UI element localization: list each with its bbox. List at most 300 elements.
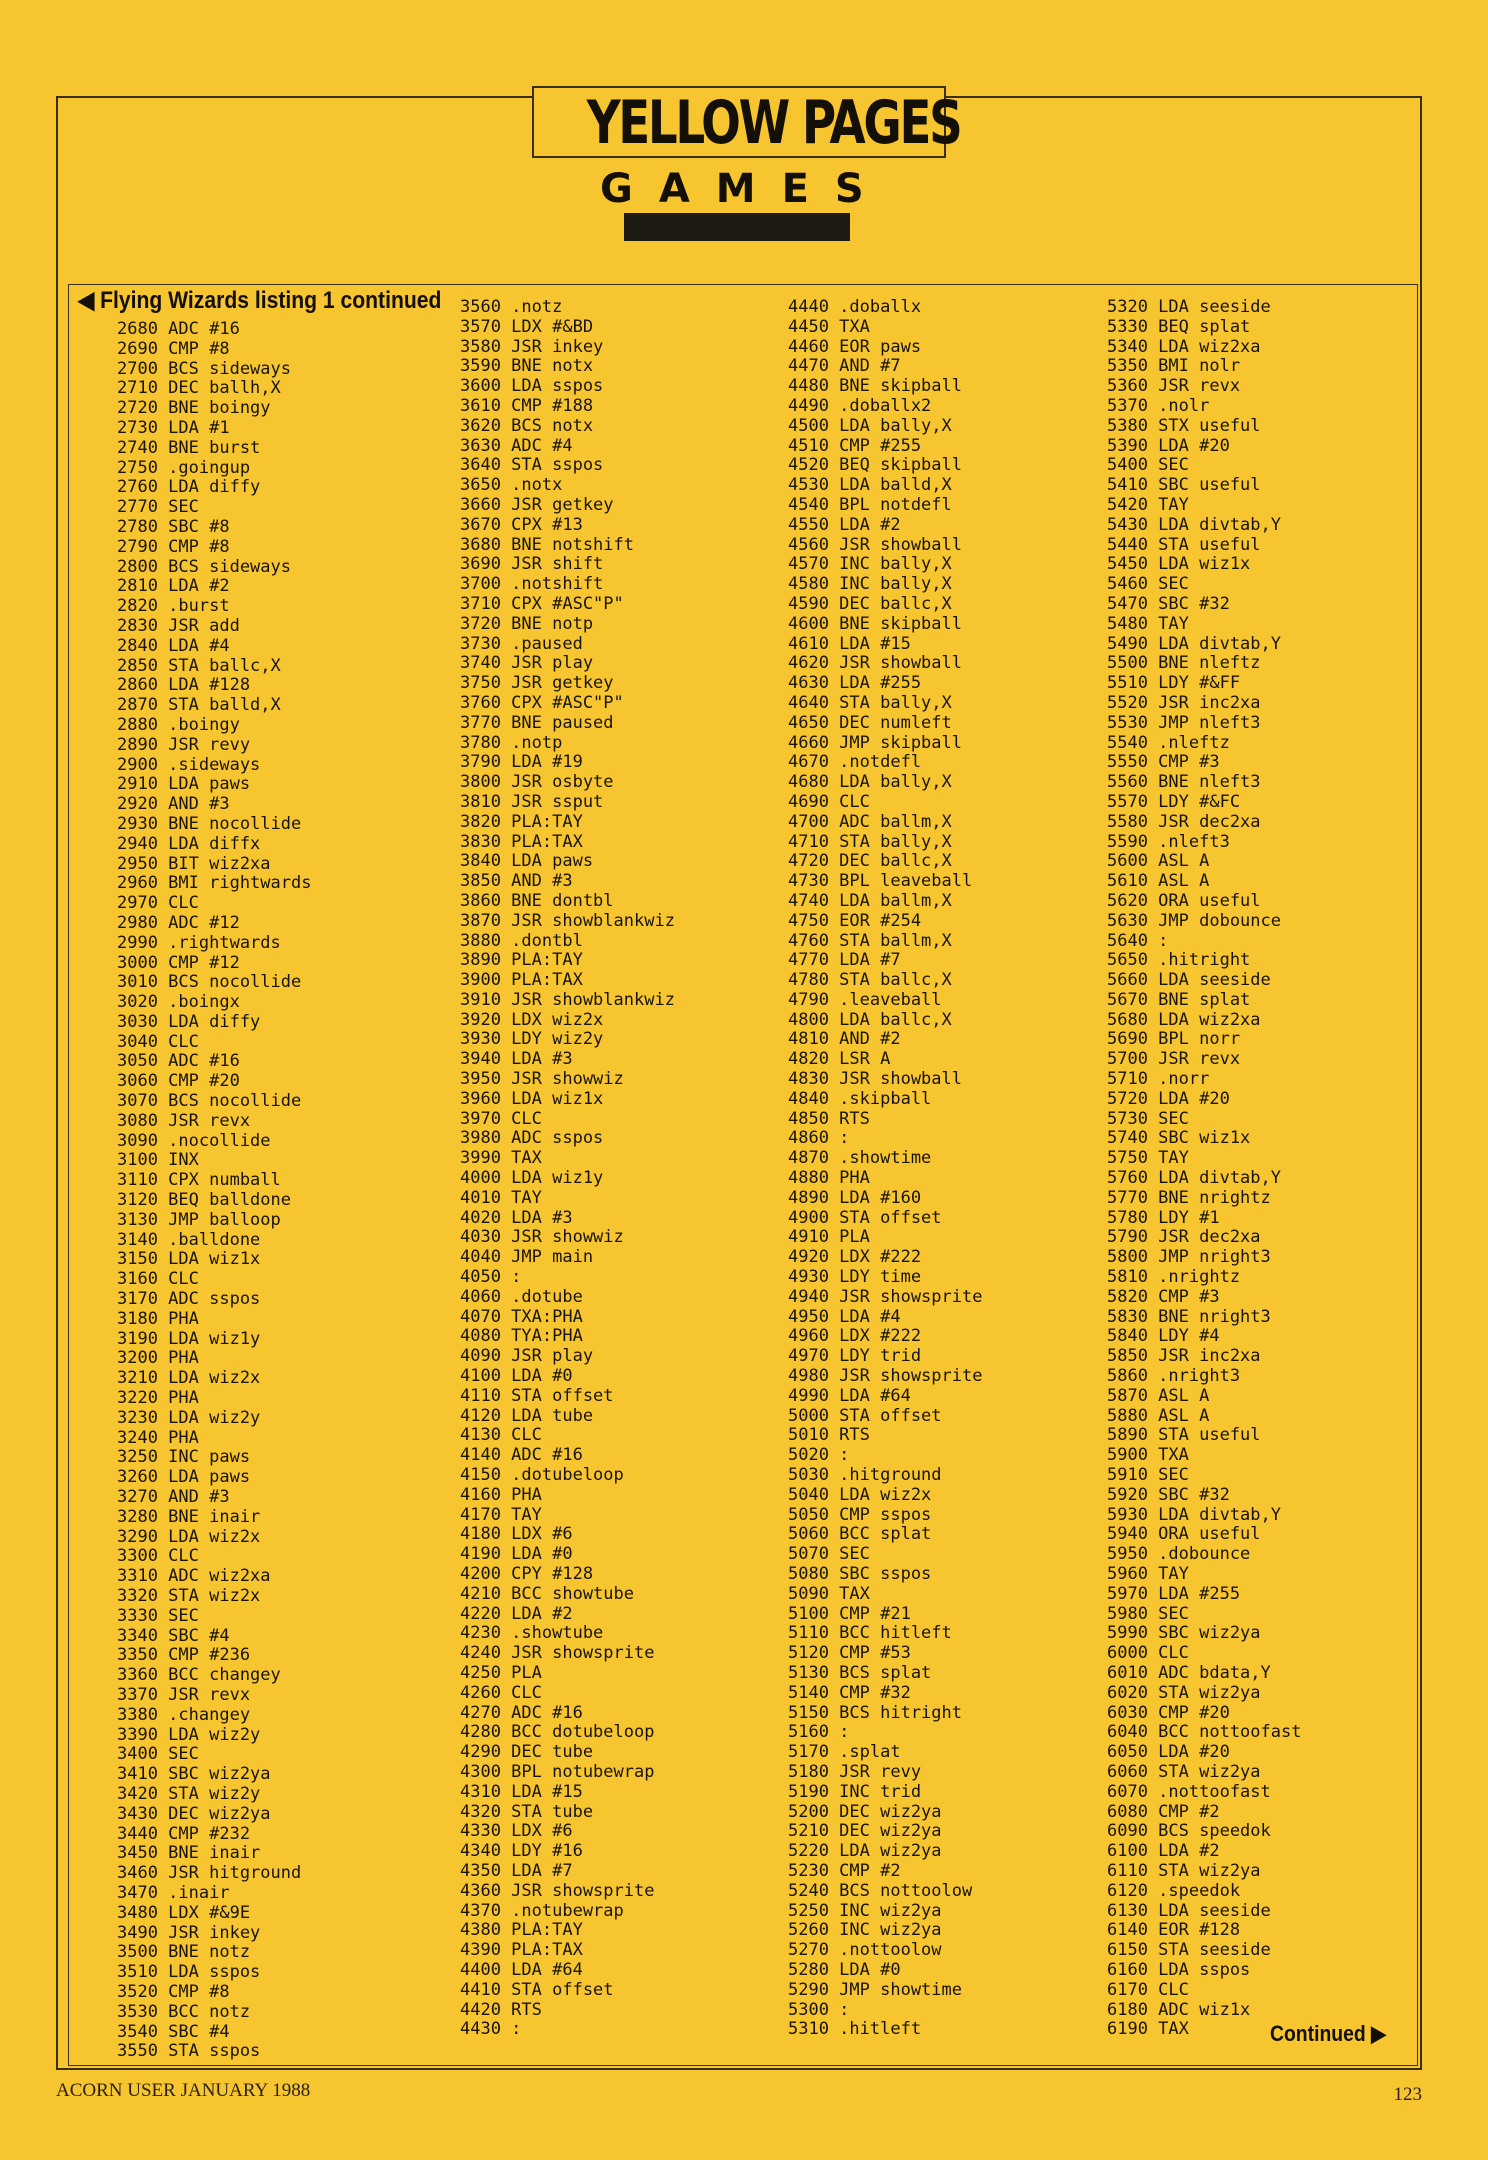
- code-line: 6080 CMP #2: [1107, 1801, 1220, 1822]
- code-line: 4480 BNE skipball: [788, 376, 962, 397]
- code-line: 3030 LDA diffy: [117, 1011, 261, 1032]
- code-line: 3990 TAX: [460, 1148, 542, 1169]
- section-label: GAMES: [600, 166, 890, 212]
- code-line: 5240 BCS nottoolow: [788, 1880, 973, 1901]
- code-line: 2790 CMP #8: [117, 536, 230, 557]
- code-line: 3900 PLA:TAX: [460, 970, 583, 991]
- code-line: 2730 LDA #1: [117, 417, 230, 438]
- code-line: 2710 DEC ballh,X: [117, 378, 281, 399]
- code-line: 3470 .inair: [117, 1882, 230, 1903]
- code-line: 5750 TAY: [1107, 1148, 1189, 1169]
- code-line: 5550 CMP #3: [1107, 752, 1220, 773]
- code-line: 5170 .splat: [788, 1742, 901, 1763]
- code-line: 6020 STA wiz2ya: [1107, 1682, 1261, 1703]
- code-line: 2990 .rightwards: [117, 932, 281, 953]
- code-line: 3100 INX: [117, 1150, 199, 1171]
- code-line: 5720 LDA #20: [1107, 1088, 1230, 1109]
- code-line: 4230 .showtube: [460, 1623, 604, 1644]
- code-line: 5680 LDA wiz2xa: [1107, 1009, 1261, 1030]
- listing-heading-text: Flying Wizards listing 1 continued: [100, 287, 442, 314]
- code-line: 4280 BCC dotubeloop: [460, 1722, 655, 1743]
- code-line: 4810 AND #2: [788, 1029, 901, 1050]
- code-line: 5380 STX useful: [1107, 415, 1261, 436]
- code-line: 6140 EOR #128: [1107, 1920, 1241, 1941]
- code-line: 4840 .skipball: [788, 1088, 932, 1109]
- code-line: 4880 PHA: [788, 1168, 870, 1189]
- code-line: 5830 BNE nright3: [1107, 1306, 1271, 1327]
- code-line: 2870 STA balld,X: [117, 695, 281, 716]
- footer-publication: ACORN USER JANUARY 1988: [56, 2080, 311, 2101]
- code-line: 4650 DEC numleft: [788, 712, 952, 733]
- code-line: 3080 JSR revx: [117, 1110, 251, 1131]
- code-line: 5910 SEC: [1107, 1465, 1189, 1486]
- code-line: 4620 JSR showball: [788, 653, 962, 674]
- code-line: 5090 TAX: [788, 1583, 870, 1604]
- code-line: 3600 LDA sspos: [460, 376, 604, 397]
- code-line: 5530 JMP nleft3: [1107, 712, 1261, 733]
- code-line: 4590 DEC ballc,X: [788, 593, 952, 614]
- code-line: 3060 CMP #20: [117, 1071, 240, 1092]
- code-line: 6150 STA seeside: [1107, 1940, 1271, 1961]
- code-line: 4900 STA offset: [788, 1207, 942, 1228]
- code-line: 3960 LDA wiz1x: [460, 1088, 604, 1109]
- code-line: 4750 EOR #254: [788, 910, 922, 931]
- code-line: 3150 LDA wiz1x: [117, 1249, 261, 1270]
- code-line: 3750 JSR getkey: [460, 673, 614, 694]
- code-line: 4820 LSR A: [788, 1049, 891, 1070]
- code-line: 4780 STA ballc,X: [788, 970, 952, 991]
- code-line: 4870 .showtime: [788, 1148, 932, 1169]
- code-line: 4260 CLC: [460, 1682, 542, 1703]
- code-line: 3520 CMP #8: [117, 1981, 230, 2002]
- code-line: 4530 LDA balld,X: [788, 475, 952, 496]
- code-line: 3450 BNE inair: [117, 1843, 261, 1864]
- code-line: 5120 CMP #53: [788, 1643, 911, 1664]
- code-line: 4970 LDY trid: [788, 1346, 922, 1367]
- code-line: 5600 ASL A: [1107, 851, 1210, 872]
- code-line: 5050 CMP sspos: [788, 1504, 932, 1525]
- code-line: 5860 .nright3: [1107, 1366, 1241, 1387]
- code-line: 3050 ADC #16: [117, 1051, 240, 1072]
- code-line: 3670 CPX #13: [460, 514, 583, 535]
- code-line: 3290 LDA wiz2x: [117, 1526, 261, 1547]
- code-line: 5760 LDA divtab,Y: [1107, 1168, 1281, 1189]
- code-line: 4730 BPL leaveball: [788, 871, 973, 892]
- code-line: 4660 JMP skipball: [788, 732, 962, 753]
- code-line: 4130 CLC: [460, 1425, 542, 1446]
- code-line: 2820 .burst: [117, 596, 230, 617]
- code-line: 3000 CMP #12: [117, 952, 240, 973]
- code-line: 5950 .dobounce: [1107, 1544, 1251, 1565]
- code-line: 3240 PHA: [117, 1427, 199, 1448]
- code-line: 4190 LDA #0: [460, 1544, 573, 1565]
- code-line: 5650 .hitright: [1107, 950, 1251, 971]
- code-line: 3890 PLA:TAY: [460, 950, 583, 971]
- code-line: 2850 STA ballc,X: [117, 655, 281, 676]
- code-line: 4310 LDA #15: [460, 1781, 583, 1802]
- code-line: 3140 .balldone: [117, 1229, 261, 1250]
- code-line: 4140 ADC #16: [460, 1445, 583, 1466]
- code-line: 5440 STA useful: [1107, 534, 1261, 555]
- code-line: 4760 STA ballm,X: [788, 930, 952, 951]
- code-line: 3160 CLC: [117, 1269, 199, 1290]
- code-line: 3680 BNE notshift: [460, 534, 634, 555]
- code-line: 5330 BEQ splat: [1107, 316, 1251, 337]
- code-line: 2810 LDA #2: [117, 576, 230, 597]
- code-line: 5320 LDA seeside: [1107, 297, 1271, 317]
- code-line: 5250 INC wiz2ya: [788, 1900, 942, 1921]
- code-line: 5010 RTS: [788, 1425, 870, 1446]
- code-line: 4060 .dotube: [460, 1286, 583, 1307]
- code-line: 3730 .paused: [460, 633, 583, 654]
- code-line: 3620 BCS notx: [460, 415, 594, 436]
- code-line: 3490 JSR inkey: [117, 1922, 261, 1943]
- code-line: 4690 CLC: [788, 791, 870, 812]
- code-line: 4400 LDA #64: [460, 1959, 583, 1980]
- code-line: 3360 BCC changey: [117, 1665, 281, 1686]
- code-line: 2910 LDA paws: [117, 774, 251, 795]
- code-line: 2970 CLC: [117, 893, 199, 914]
- code-line: 4950 LDA #4: [788, 1306, 901, 1327]
- code-line: 5540 .nleftz: [1107, 732, 1230, 753]
- code-line: 3550 STA sspos: [117, 2041, 261, 2062]
- code-line: 4790 .leaveball: [788, 989, 942, 1010]
- code-line: 6040 BCC nottoofast: [1107, 1722, 1302, 1743]
- code-line: 3430 DEC wiz2ya: [117, 1803, 271, 1824]
- code-line: 3350 CMP #236: [117, 1645, 251, 1666]
- code-line: 5060 BCC splat: [788, 1524, 932, 1545]
- code-line: 4470 AND #7: [788, 356, 901, 377]
- code-line: 6190 TAX: [1107, 2019, 1189, 2040]
- code-line: 5070 SEC: [788, 1544, 870, 1565]
- code-line: 6180 ADC wiz1x: [1107, 1999, 1251, 2020]
- code-line: 3530 BCC notz: [117, 2001, 251, 2022]
- code-line: 4700 ADC ballm,X: [788, 811, 952, 832]
- code-line: 5130 BCS splat: [788, 1662, 932, 1683]
- listing-heading: [78, 286, 441, 315]
- code-line: 3020 .boingx: [117, 992, 240, 1013]
- code-line: 3070 BCS nocollide: [117, 1091, 302, 1112]
- code-line: 3090 .nocollide: [117, 1130, 271, 1151]
- code-line: 4080 TYA:PHA: [460, 1326, 583, 1347]
- code-line: 5140 CMP #32: [788, 1682, 911, 1703]
- code-line: 3860 BNE dontbl: [460, 890, 614, 911]
- code-line: 3500 BNE notz: [117, 1942, 251, 1963]
- code-line: 4220 LDA #2: [460, 1603, 573, 1624]
- code-line: 5990 SBC wiz2ya: [1107, 1623, 1261, 1644]
- code-line: 4210 BCC showtube: [460, 1583, 634, 1604]
- code-line: 5400 SEC: [1107, 455, 1189, 476]
- code-line: 3720 BNE notp: [460, 613, 594, 634]
- code-line: 3210 LDA wiz2x: [117, 1368, 261, 1389]
- code-line: 5800 JMP nright3: [1107, 1247, 1271, 1268]
- code-line: 4850 RTS: [788, 1108, 870, 1129]
- masthead-title: YELLOW PAGES: [586, 88, 961, 158]
- code-line: 4410 STA offset: [460, 1979, 614, 2000]
- code-line: 3810 JSR ssput: [460, 791, 604, 812]
- code-line: 5080 SBC sspos: [788, 1564, 932, 1584]
- code-line: 4250 PLA: [460, 1662, 542, 1683]
- code-line: 2890 JSR revy: [117, 734, 251, 755]
- code-line: 3790 LDA #19: [460, 752, 583, 773]
- code-line: 4330 LDX #6: [460, 1821, 573, 1842]
- code-line: 4920 LDX #222: [788, 1247, 922, 1268]
- code-line: 4990 LDA #64: [788, 1385, 911, 1406]
- code-line: 4440 .doballx: [788, 297, 922, 317]
- code-line: 5640 :: [1107, 930, 1169, 951]
- code-line: 5710 .norr: [1107, 1069, 1210, 1090]
- code-line: 4150 .dotubeloop: [460, 1465, 624, 1486]
- code-line: 2800 BCS sideways: [117, 556, 291, 577]
- code-line: 2760 LDA diffy: [117, 477, 261, 498]
- code-line: 5410 SBC useful: [1107, 475, 1261, 496]
- code-line: 5850 JSR inc2xa: [1107, 1346, 1261, 1367]
- code-line: 4940 JSR showsprite: [788, 1286, 983, 1307]
- code-line: 5110 BCC hitleft: [788, 1623, 952, 1644]
- code-line: 5920 SBC #32: [1107, 1484, 1230, 1505]
- code-line: 3110 CPX numball: [117, 1170, 281, 1191]
- code-line: 3040 CLC: [117, 1031, 199, 1052]
- code-line: 4670 .notdefl: [788, 752, 922, 773]
- code-line: 6100 LDA #2: [1107, 1841, 1220, 1862]
- code-line: 4120 LDA tube: [460, 1405, 594, 1426]
- code-line: 5630 JMP dobounce: [1107, 910, 1281, 931]
- code-line: 2830 JSR add: [117, 615, 240, 636]
- code-line: 3270 AND #3: [117, 1487, 230, 1508]
- code-line: 4290 DEC tube: [460, 1742, 594, 1763]
- code-line: 5730 SEC: [1107, 1108, 1189, 1129]
- code-line: 5360 JSR revx: [1107, 376, 1241, 397]
- code-line: 6050 LDA #20: [1107, 1742, 1230, 1763]
- code-line: 5190 INC trid: [788, 1781, 922, 1802]
- code-line: 4490 .doballx2: [788, 395, 932, 416]
- code-line: 5340 LDA wiz2xa: [1107, 336, 1261, 357]
- code-line: 5620 ORA useful: [1107, 890, 1261, 911]
- code-line: 4960 LDX #222: [788, 1326, 922, 1347]
- code-line: 5370 .nolr: [1107, 395, 1210, 416]
- code-line: 6070 .nottoofast: [1107, 1781, 1271, 1802]
- code-line: 4600 BNE skipball: [788, 613, 962, 634]
- code-line: 5040 LDA wiz2x: [788, 1484, 932, 1505]
- code-line: 4430 :: [460, 2019, 522, 2040]
- page-number: 123: [1393, 2084, 1422, 2105]
- code-line: 5840 LDY #4: [1107, 1326, 1220, 1347]
- code-line: 4910 PLA: [788, 1227, 870, 1248]
- code-line: 4030 JSR showwiz: [460, 1227, 624, 1248]
- code-line: 5100 CMP #21: [788, 1603, 911, 1624]
- code-line: 3480 LDX #&9E: [117, 1902, 251, 1923]
- code-line: 3310 ADC wiz2xa: [117, 1566, 271, 1587]
- code-line: 5430 LDA divtab,Y: [1107, 514, 1281, 535]
- code-line: 3580 JSR inkey: [460, 336, 604, 357]
- code-line: 6160 LDA sspos: [1107, 1959, 1251, 1980]
- code-line: 5290 JMP showtime: [788, 1979, 962, 2000]
- code-line: 5690 BPL norr: [1107, 1029, 1241, 1050]
- code-line: 5960 TAY: [1107, 1564, 1189, 1584]
- code-line: 2900 .sideways: [117, 754, 261, 775]
- code-column-3: [788, 298, 1118, 2040]
- code-line: 3610 CMP #188: [460, 395, 594, 416]
- left-arrow-icon: ◀: [78, 287, 95, 314]
- code-line: 4100 LDA #0: [460, 1366, 573, 1387]
- code-line: 2930 BNE nocollide: [117, 813, 302, 834]
- code-line: 4460 EOR paws: [788, 336, 922, 357]
- continued-label: [1270, 2021, 1386, 2047]
- code-line: 2880 .boingy: [117, 714, 240, 735]
- code-line: 2920 AND #3: [117, 794, 230, 815]
- code-line: 4320 STA tube: [460, 1801, 594, 1822]
- code-line: 3400 SEC: [117, 1744, 199, 1765]
- code-line: 5350 BMI nolr: [1107, 356, 1241, 377]
- code-line: 3560 .notz: [460, 297, 563, 317]
- code-line: 4520 BEQ skipball: [788, 455, 962, 476]
- code-line: 4020 LDA #3: [460, 1207, 573, 1228]
- code-line: 5670 BNE splat: [1107, 989, 1251, 1010]
- code-line: 2950 BIT wiz2xa: [117, 853, 271, 874]
- code-line: 5520 JSR inc2xa: [1107, 692, 1261, 713]
- section-bar: [624, 213, 850, 241]
- code-line: 4200 CPY #128: [460, 1564, 594, 1584]
- code-line: 3710 CPX #ASC"P": [460, 593, 624, 614]
- code-line: 5580 JSR dec2xa: [1107, 811, 1261, 832]
- code-line: 3380 .changey: [117, 1704, 251, 1725]
- code-line: 5870 ASL A: [1107, 1385, 1210, 1406]
- code-line: 4170 TAY: [460, 1504, 542, 1525]
- continued-text: Continued: [1270, 2021, 1366, 2046]
- code-line: 5200 DEC wiz2ya: [788, 1801, 942, 1822]
- code-line: 5310 .hitleft: [788, 2019, 922, 2040]
- code-line: 5590 .nleft3: [1107, 831, 1230, 852]
- right-arrow-icon: ▶: [1371, 2021, 1386, 2046]
- code-line: 4180 LDX #6: [460, 1524, 573, 1545]
- code-line: 3570 LDX #&BD: [460, 316, 594, 337]
- code-line: 4370 .notubewrap: [460, 1900, 624, 1921]
- code-line: 3510 LDA sspos: [117, 1962, 261, 1983]
- code-line: 4040 JMP main: [460, 1247, 594, 1268]
- code-line: 4630 LDA #255: [788, 673, 922, 694]
- code-line: 4160 PHA: [460, 1484, 542, 1505]
- code-line: 5220 LDA wiz2ya: [788, 1841, 942, 1862]
- code-line: 2780 SBC #8: [117, 516, 230, 537]
- code-line: 3250 INC paws: [117, 1447, 251, 1468]
- code-line: 5150 BCS hitright: [788, 1702, 962, 1723]
- code-line: 2770 SEC: [117, 497, 199, 518]
- code-line: 5770 BNE nrightz: [1107, 1187, 1271, 1208]
- code-line: 3940 LDA #3: [460, 1049, 573, 1070]
- code-line: 5390 LDA #20: [1107, 435, 1230, 456]
- code-line: 4270 ADC #16: [460, 1702, 583, 1723]
- code-line: 5570 LDY #&FC: [1107, 791, 1241, 812]
- code-line: 3390 LDA wiz2y: [117, 1724, 261, 1745]
- code-line: 4550 LDA #2: [788, 514, 901, 535]
- code-line: 6120 .speedok: [1107, 1880, 1241, 1901]
- code-column-2: [460, 298, 790, 2040]
- code-line: 5900 TXA: [1107, 1445, 1189, 1466]
- code-line: 3800 JSR osbyte: [460, 772, 614, 793]
- code-line: 4930 LDY time: [788, 1267, 922, 1288]
- code-line: 3180 PHA: [117, 1308, 199, 1329]
- code-line: 4540 BPL notdefl: [788, 494, 952, 515]
- code-column-1: [117, 320, 447, 2062]
- code-line: 3850 AND #3: [460, 871, 573, 892]
- code-column-4: [1107, 298, 1437, 2040]
- code-line: 5470 SBC #32: [1107, 593, 1230, 614]
- code-line: 6130 LDA seeside: [1107, 1900, 1271, 1921]
- code-line: 4500 LDA bally,X: [788, 415, 952, 436]
- code-line: 3770 BNE paused: [460, 712, 614, 733]
- code-line: 5030 .hitground: [788, 1465, 942, 1486]
- code-line: 4300 BPL notubewrap: [460, 1761, 655, 1782]
- code-line: 4830 JSR showball: [788, 1069, 962, 1090]
- code-line: 5700 JSR revx: [1107, 1049, 1241, 1070]
- code-line: 5420 TAY: [1107, 494, 1189, 515]
- code-line: 2980 ADC #12: [117, 912, 240, 933]
- code-line: 6000 CLC: [1107, 1643, 1189, 1664]
- code-line: 3460 JSR hitground: [117, 1863, 302, 1884]
- code-line: 2720 BNE boingy: [117, 398, 271, 419]
- code-line: 5300 :: [788, 1999, 850, 2020]
- code-line: 4050 :: [460, 1267, 522, 1288]
- code-line: 3300 CLC: [117, 1546, 199, 1567]
- code-line: 3170 ADC sspos: [117, 1289, 261, 1310]
- code-line: 3540 SBC #4: [117, 2021, 230, 2042]
- code-line: 3280 BNE inair: [117, 1506, 261, 1527]
- code-line: 3440 CMP #232: [117, 1823, 251, 1844]
- code-line: 5810 .nrightz: [1107, 1267, 1241, 1288]
- code-line: 5610 ASL A: [1107, 871, 1210, 892]
- code-line: 2740 BNE burst: [117, 437, 261, 458]
- code-line: 2940 LDA diffx: [117, 833, 261, 854]
- code-line: 3740 JSR play: [460, 653, 594, 674]
- code-line: 6090 BCS speedok: [1107, 1821, 1271, 1842]
- code-line: 6060 STA wiz2ya: [1107, 1761, 1261, 1782]
- code-line: 3760 CPX #ASC"P": [460, 692, 624, 713]
- code-line: 4680 LDA bally,X: [788, 772, 952, 793]
- code-line: 3830 PLA:TAX: [460, 831, 583, 852]
- code-line: 5230 CMP #2: [788, 1860, 901, 1881]
- code-line: 3420 STA wiz2y: [117, 1783, 261, 1804]
- code-line: 4740 LDA ballm,X: [788, 890, 952, 911]
- code-line: 5930 LDA divtab,Y: [1107, 1504, 1281, 1525]
- code-line: 6110 STA wiz2ya: [1107, 1860, 1261, 1881]
- code-line: 3870 JSR showblankwiz: [460, 910, 675, 931]
- code-line: 3340 SBC #4: [117, 1625, 230, 1646]
- code-line: 5480 TAY: [1107, 613, 1189, 634]
- code-line: 5970 LDA #255: [1107, 1583, 1241, 1604]
- code-line: 5980 SEC: [1107, 1603, 1189, 1624]
- code-line: 3820 PLA:TAY: [460, 811, 583, 832]
- code-line: 5510 LDY #&FF: [1107, 673, 1241, 694]
- code-line: 5790 JSR dec2xa: [1107, 1227, 1261, 1248]
- code-line: 3700 .notshift: [460, 574, 604, 595]
- code-line: 5020 :: [788, 1445, 850, 1466]
- code-line: 5000 STA offset: [788, 1405, 942, 1426]
- code-line: 5280 LDA #0: [788, 1959, 901, 1980]
- code-line: 4610 LDA #15: [788, 633, 911, 654]
- code-line: 5820 CMP #3: [1107, 1286, 1220, 1307]
- code-line: 5940 ORA useful: [1107, 1524, 1261, 1545]
- code-line: 5180 JSR revy: [788, 1761, 922, 1782]
- code-line: 4640 STA bally,X: [788, 692, 952, 713]
- code-line: 3330 SEC: [117, 1605, 199, 1626]
- code-line: 3640 STA sspos: [460, 455, 604, 476]
- code-line: 4110 STA offset: [460, 1385, 614, 1406]
- code-line: 4420 RTS: [460, 1999, 542, 2020]
- code-line: 4800 LDA ballc,X: [788, 1009, 952, 1030]
- code-line: 3780 .notp: [460, 732, 563, 753]
- code-line: 2700 BCS sideways: [117, 358, 291, 379]
- code-line: 3120 BEQ balldone: [117, 1190, 291, 1211]
